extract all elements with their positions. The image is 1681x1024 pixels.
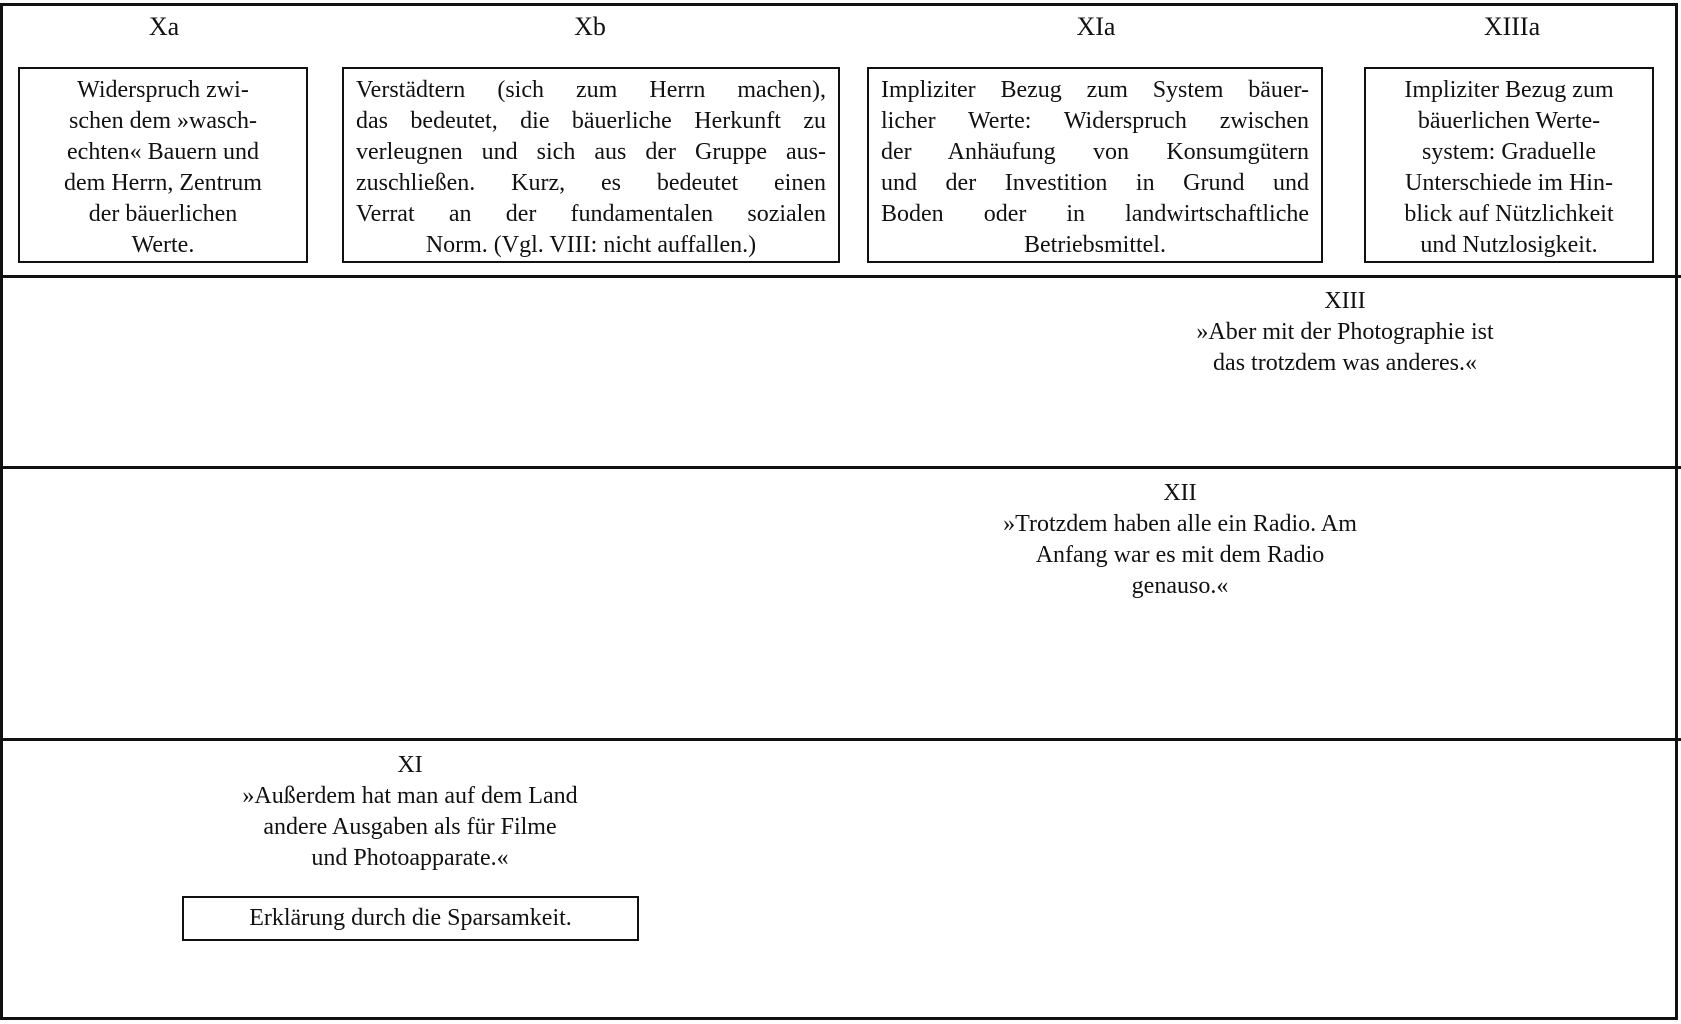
section-numeral: XIII: [1324, 288, 1366, 314]
heading-xa: Xa: [148, 12, 180, 41]
row-divider: [0, 275, 1681, 278]
box-xb: [342, 67, 840, 263]
explanation-text: Erklärung durch die Sparsamkeit.: [249, 905, 572, 931]
box-line: echten« Bauern und: [67, 139, 259, 165]
row-divider: [0, 466, 1681, 469]
box-line: Norm. (Vgl. VIII: nicht auffallen.): [425, 232, 757, 258]
quote-line: genauso.«: [1131, 573, 1229, 599]
section-numeral: XI: [397, 752, 423, 778]
box-xia: [867, 67, 1323, 263]
heading-xb: Xb: [574, 12, 606, 41]
quote-line: Anfang war es mit dem Radio: [1035, 542, 1325, 568]
box-line: und der Investition in Grund und: [881, 170, 1309, 196]
box-line: Verstädtern (sich zum Herrn machen),: [356, 77, 826, 103]
row-divider: [0, 738, 1681, 741]
box-line: Verrat an der fundamentalen sozialen: [356, 201, 826, 227]
box-line: der bäuerlichen: [88, 201, 238, 227]
box-line: bäuerlichen Werte-: [1417, 108, 1601, 134]
section-xiii: [1110, 286, 1580, 379]
box-line: der Anhäufung von Konsumgütern: [881, 139, 1309, 165]
quote-line: das trotzdem was anderes.«: [1213, 350, 1477, 376]
quote-line: »Aber mit der Photographie ist: [1196, 319, 1494, 345]
box-line: Widerspruch zwi-: [77, 77, 249, 103]
section-numeral: XII: [1163, 480, 1197, 506]
quote-line: »Trotzdem haben alle ein Radio. Am: [1003, 511, 1357, 537]
section-xii: [930, 478, 1430, 602]
quote-line: und Photoapparate.«: [311, 845, 509, 871]
box-line: zuschließen. Kurz, es bedeutet einen: [356, 170, 826, 196]
quote-line: »Außerdem hat man auf dem Land: [242, 783, 578, 809]
box-line: blick auf Nützlichkeit: [1404, 201, 1614, 227]
box-line: schen dem »wasch-: [69, 108, 257, 134]
explanation-box: [182, 896, 639, 941]
box-line: Boden oder in landwirtschaftliche: [881, 201, 1309, 227]
heading-xiiia: XIIIa: [1483, 12, 1541, 41]
box-line: system: Graduelle: [1422, 139, 1596, 165]
box-line: Werte.: [131, 232, 195, 258]
box-xa: [18, 67, 308, 263]
section-xi: [180, 750, 640, 874]
box-line: und Nutzlosigkeit.: [1420, 232, 1598, 258]
heading-xia: XIa: [1076, 12, 1116, 41]
quote-line: andere Ausgaben als für Filme: [263, 814, 557, 840]
box-line: verleugnen und sich aus der Gruppe aus-: [356, 139, 826, 165]
box-line: das bedeutet, die bäuerliche Herkunft zu: [356, 108, 826, 134]
box-line: Unterschiede im Hin-: [1405, 170, 1613, 196]
box-line: Betriebsmittel.: [1024, 232, 1166, 258]
box-xiiia: [1364, 67, 1654, 263]
box-line: dem Herrn, Zentrum: [64, 170, 262, 196]
box-line: licher Werte: Widerspruch zwischen: [881, 108, 1309, 134]
box-line: Impliziter Bezug zum: [1404, 77, 1614, 103]
box-line: Impliziter Bezug zum System bäuer-: [881, 77, 1309, 103]
